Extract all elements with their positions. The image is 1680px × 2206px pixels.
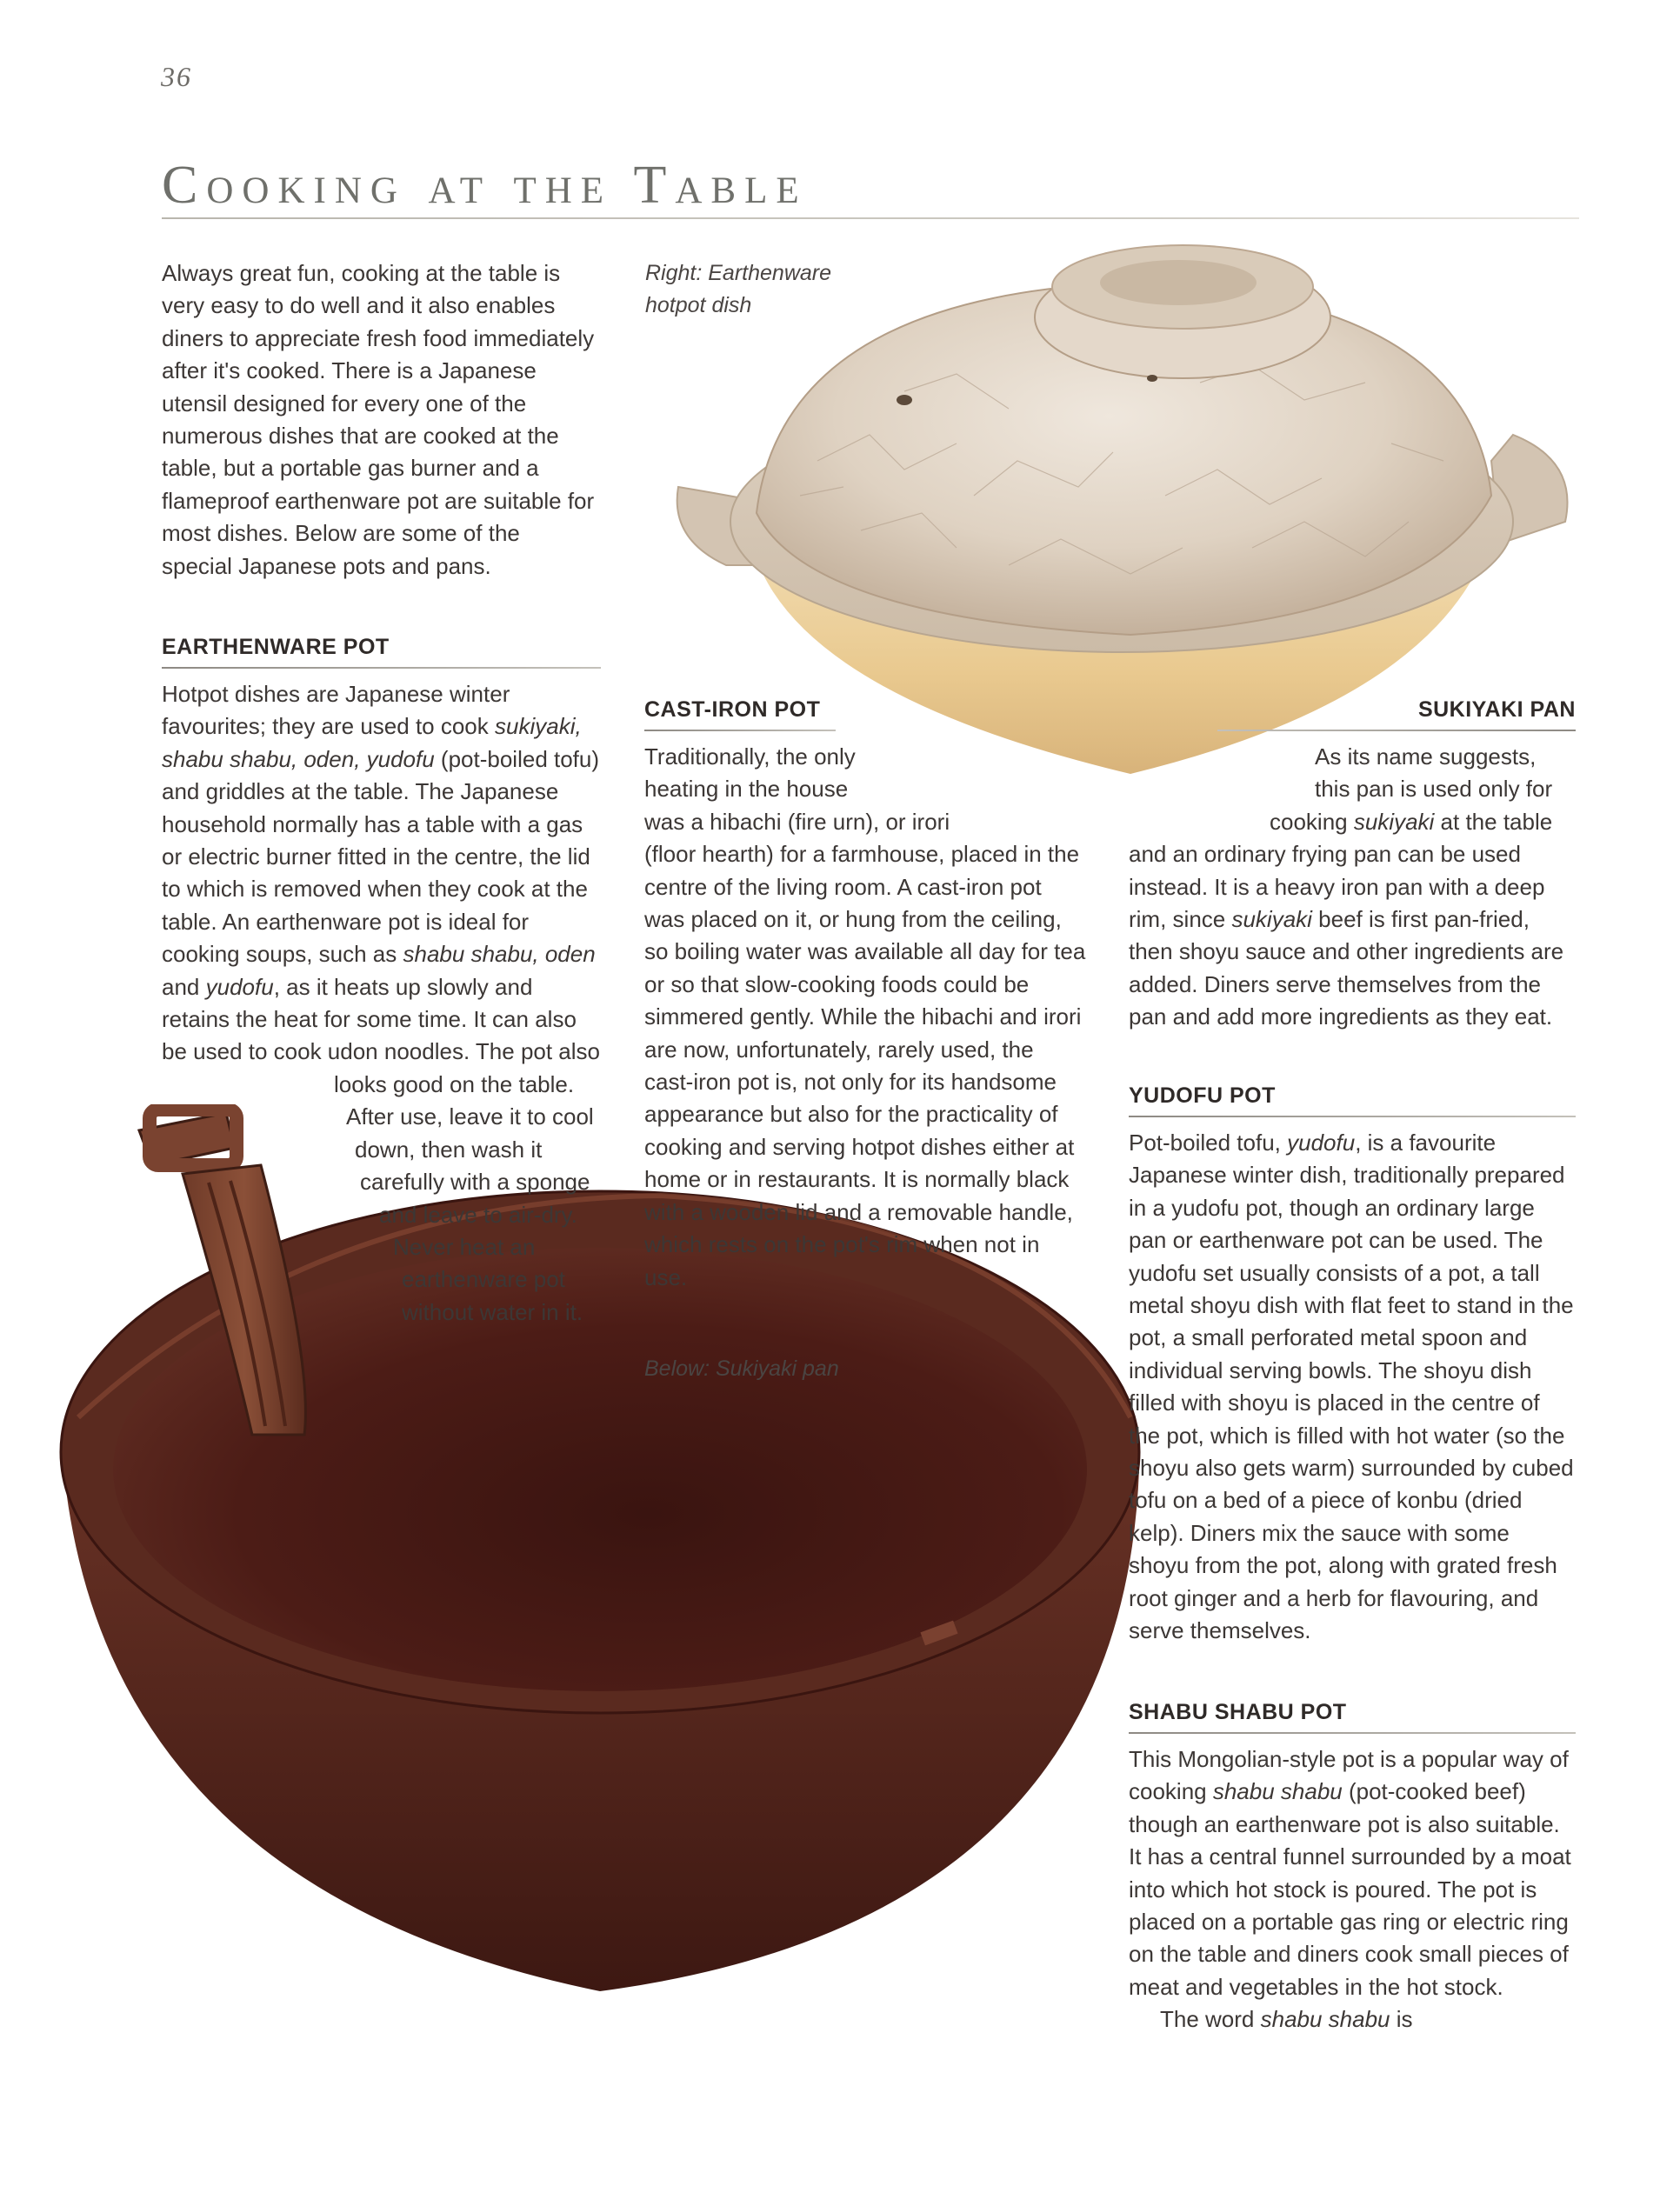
shabu-text-2: (pot-cooked beef) though an earthenware pot is also suitable. It has a central funnel surrounded by a moat into which hot stock is poured. The pot is placed on a portable gas ring or electric ring on the table and diners cook small pieces of meat and vegetables in the hot stock. (1129, 1778, 1571, 2000)
earthenware-text-1: Hotpot dishes are Japanese winter favourites; they are used to cook (162, 681, 510, 740)
earthenware-text-4: , as it heats up slowly and retains the heat for some time. It can also be used to cook udon noodles. The pot also looks good on the table. After use, leave it to cool down, then wash it carefully with a sponge and leave to air-dry. Never heat an earthenware pot without water in it. (162, 973, 601, 1325)
earthenware-pot-rule (162, 667, 601, 669)
yudofu-text-1: Pot-boiled tofu, (1129, 1130, 1288, 1156)
sukiyaki-text-1: As its name suggests, this pan is used only for cooking (1270, 743, 1553, 835)
cast-iron-pot-text (644, 741, 1088, 1294)
title-divider (162, 217, 1579, 219)
sukiyaki-term-2: sukiyaki (1231, 906, 1312, 933)
sukiyaki-text-3: beef is first pan-fried, then shoyu sauce and other ingredients are added. Diners serve themselves from the pan and add more ingredients as they eat. (1129, 906, 1564, 1030)
sukiyaki-pan-text (1129, 741, 1576, 1034)
intro-paragraph: Always great fun, cooking at the table is very easy to do well and it also enables diners to appreciate fresh food immediately after it's cooked. There is a Japanese utensil designed for every one of the numerous dishes that are cooked at the table, but a portable gas burner and a flameproof earthenware pot are suitable for most dishes. Below are some of the special Japanese pots and pans. (162, 260, 595, 579)
sukiyaki-term-1: sukiyaki (1353, 808, 1435, 835)
shabu-text-4: is (1390, 2006, 1413, 2033)
sukiyaki-pan-rule (1217, 730, 1576, 731)
shabu-text-1: This Mongolian-style pot is a popular way of cooking (1129, 1746, 1569, 1805)
earthenware-text-3: and (162, 973, 206, 1000)
earthenware-pot-heading: EARTHENWARE POT (162, 635, 390, 659)
yudofu-pot-text (1129, 1127, 1576, 1648)
hotpot-caption: Right: Earthenware hotpot dish (645, 261, 832, 317)
page-number: 36 (161, 61, 192, 92)
shabu-shabu-pot-text (1129, 1743, 1576, 2036)
shabu-term-3: shabu shabu (1260, 2006, 1390, 2033)
earthenware-terms-1: sukiyaki, shabu shabu, oden, yudofu (162, 713, 582, 772)
cast-iron-pot-rule (644, 730, 836, 731)
earthenware-term-3: yudofu (205, 973, 274, 1000)
cast-iron-pot-heading: CAST-IRON POT (644, 697, 821, 722)
earthenware-pot-text (162, 678, 601, 1374)
page-title: Cooking at the Table (162, 156, 808, 215)
yudofu-pot-rule (1129, 1116, 1576, 1117)
sukiyaki-text-2: at the table and an ordinary frying pan can be used instead. It is a heavy iron pan with a deep rim, since (1129, 808, 1553, 933)
shabu-term-1: shabu shabu (1212, 1778, 1343, 1805)
shabu-shabu-pot-rule (1129, 1732, 1576, 1734)
cast-iron-paragraph: Traditionally, the only heating in the house was a hibachi (fire urn), or irori (floor hearth) for a farmhouse, placed in the centre of the living room. A cast-iron pot was placed on it, or hung from the ceiling, so boiling water was available all day for tea or so that slow-cooking foods could be simmered gently. While the hibachi and irori are now, unfortunately, rarely used, the cast-iron pot is, not only for its handsome appearance but also for the practicality of cooking and serving hotpot dishes either at home or in restaurants. It is normally black with a wooden lid and a removable handle, which rests on the pot's rim when not in use. (644, 743, 1086, 1290)
earthenware-terms-2: shabu shabu, oden (403, 941, 596, 968)
yudofu-text-2: , is a favourite Japanese winter dish, traditionally prepared in a yudofu pot, though an ordinary large pan or earthenware pot can be used. The yudofu set usually consists of a pot, a tall metal shoyu dish with flat feet to stand in the pot, a small perforated metal spoon and individual serving bowls. The shoyu dish filled with shoyu is placed in the centre of the pot, which is filled with hot water (so the shoyu also gets warm) surrounded by cubed tofu on a bed of a piece of konbu (dried kelp). Diners mix the sauce with some shoyu from the pot, along with grated fresh root ginger and a herb for flavouring, and serve themselves. (1129, 1130, 1574, 1644)
earthenware-text-2: (pot-boiled tofu) and griddles at the table. The Japanese household normally has a table with a gas or electric burner fitted in the centre, the lid to which is removed when they cook at the table. An earthenware pot is ideal for cooking soups, such as (162, 745, 600, 968)
shabu-shabu-pot-heading: SHABU SHABU POT (1129, 1700, 1347, 1724)
shabu-text-3: The word (1160, 2006, 1261, 2033)
yudofu-term-1: yudofu (1287, 1130, 1356, 1156)
intro-text (162, 257, 597, 583)
sukiyaki-pan-heading: SUKIYAKI PAN (1417, 697, 1576, 722)
sukiyaki-caption: Below: Sukiyaki pan (644, 1356, 839, 1381)
yudofu-pot-heading: YUDOFU POT (1129, 1083, 1276, 1108)
